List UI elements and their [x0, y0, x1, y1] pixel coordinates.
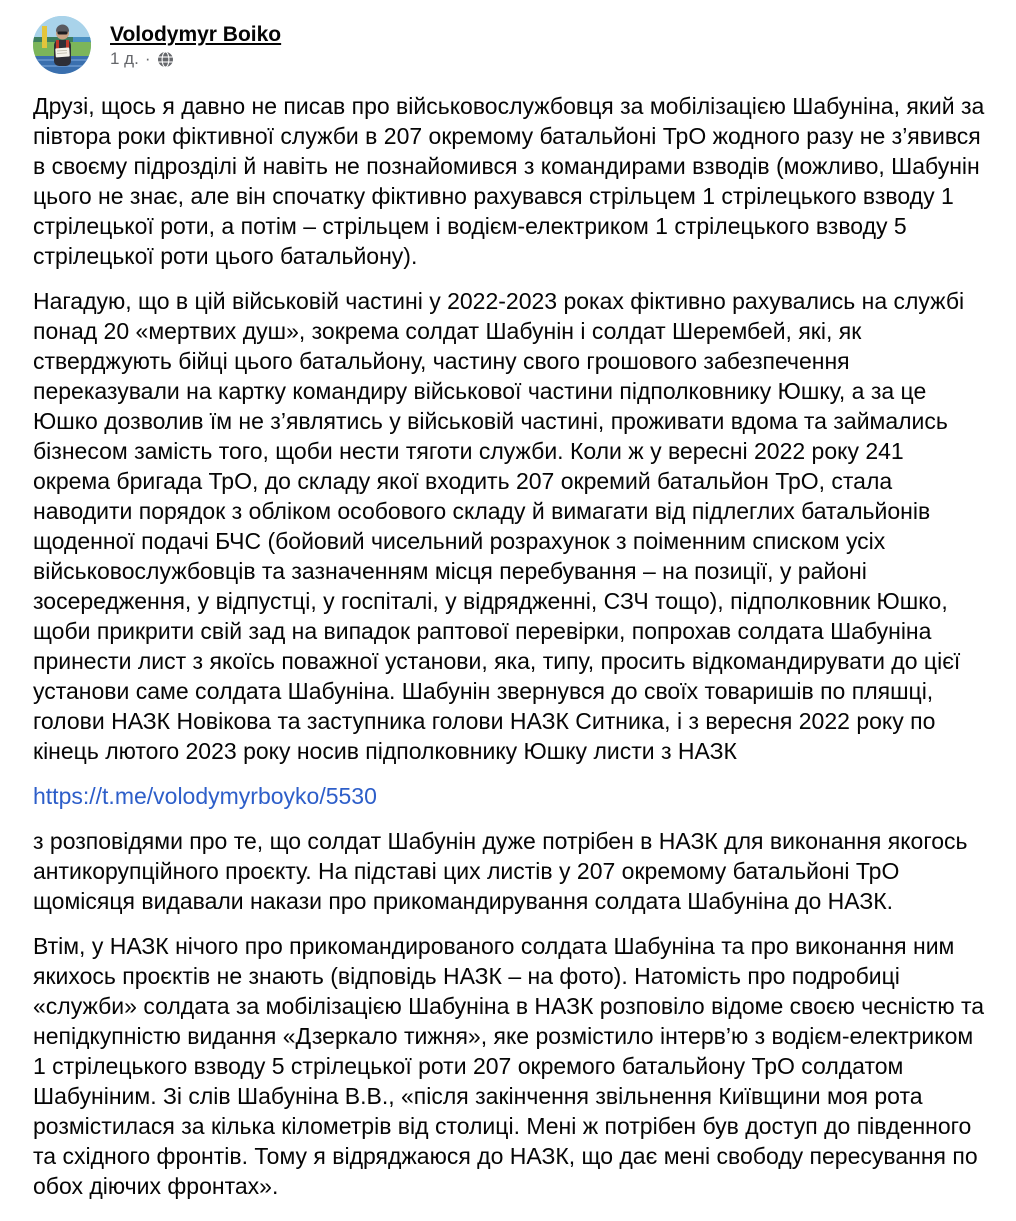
post-paragraph: Друзі, щось я давно не писав про військовослужбовця за мобілізацією Шабуніна, який за півтора роки фіктивної служби в 207 окремому батальйоні ТрО жодного разу не з’явився в своєму підрозділі й навіть не познайомився з командирами взводів (можливо, Шабунін цього не знає, але він спочатку фіктивно рахувався стрільцем 1 стрілецького взводу 1 стрілецької роти, а потім – стрільцем і водієм-електриком 1 стрілецького взводу 5 стрілецької роти цього батальйону).	[33, 93, 985, 269]
post-meta	[110, 50, 281, 69]
meta-separator: ·	[144, 49, 151, 69]
author-name-link[interactable]: Volodymyr Boiko	[110, 23, 282, 47]
globe-public-icon	[157, 51, 174, 68]
post-paragraph: Втім, у НАЗК нічого про прикомандированого солдата Шабуніна та про виконання ним якихось проєктів не знають (відповідь НАЗК – на фото). Натомість про подробиці «служби» солдата за мобілізацією Шабуніна в НАЗК розповіло відоме своєю чесністю та непідкупністю видання «Дзеркало тижня», яке розмістило інтерв’ю з водієм-електриком 1 стрілецького взводу 5 стрілецької роти 207 окремого батальйону ТрО солдатом Шабуніним. Зі слів Шабуніна В.В., «після закінчення звільнення Київщини моя рота розмістилася за кілька кілометрів від столиці. Мені ж потрібен був доступ до південного та східного фронтів. Тому я відряджаюся до НАЗК, що дає мені свободу пересування по обох діючих фронтах».	[33, 933, 985, 1199]
post-paragraph: з розповідями про те, що солдат Шабунін дуже потрібен в НАЗК для виконання якогось антикорупційного проєкту. На підставі цих листів у 207 окремому батальйоні ТрО щомісяця видавали накази про прикомандирування солдата Шабуніна до НАЗК.	[33, 828, 968, 914]
telegram-link[interactable]: https://t.me/volodymyrboyko/5530	[33, 783, 377, 809]
post-header-text	[110, 21, 281, 69]
timestamp[interactable]: 1 д.	[110, 49, 139, 69]
post-body	[33, 91, 985, 1201]
post-link-row	[33, 781, 985, 811]
post-paragraph: Нагадую, що в цій військовій частині у 2022-2023 роках фіктивно рахувались на службі понад 20 «мертвих душ», зокрема солдат Шабунін і солдат Шерембей, які, як стверджують бійці цього батальйону, частину свого грошового забезпечення переказували на картку командиру військової частини підполковнику Юшку, а за це Юшко дозволив їм не з’являтись у військовій частині, проживати вдома та займались бізнесом замість того, щоби нести тяготи служби. Коли ж у вересні 2022 року 241 окрема бригада ТрО, до складу якої входить 207 окремий батальйон ТрО, стала наводити порядок з обліком особового складу й вимагати від підлеглих батальйонів щоденної подачі БЧС (бойовий чисельний розрахунок з поіменним списком усіх військовослужбовців та зазначенням місця перебування – на позиції, у районі зосередження, у відпустці, у госпіталі, у відрядженні, СЗЧ тощо), підполковник Юшко, щоби прикрити свій зад на випадок раптової перевірки, попрохав солдата Шабуніна принести лист з якоїсь поважної установи, яка, типу, просить відкомандирувати до цієї установи саме солдата Шабуніна. Шабунін звернувся до своїх товаришів по пляшці, голови НАЗК Новікова та заступника голови НАЗК Ситника, і з вересня 2022 року по кінець лютого 2023 року носив підполковнику Юшку листи з НАЗК	[33, 288, 965, 764]
avatar-photo	[33, 16, 91, 74]
post-header	[33, 16, 985, 74]
avatar[interactable]	[33, 16, 91, 74]
